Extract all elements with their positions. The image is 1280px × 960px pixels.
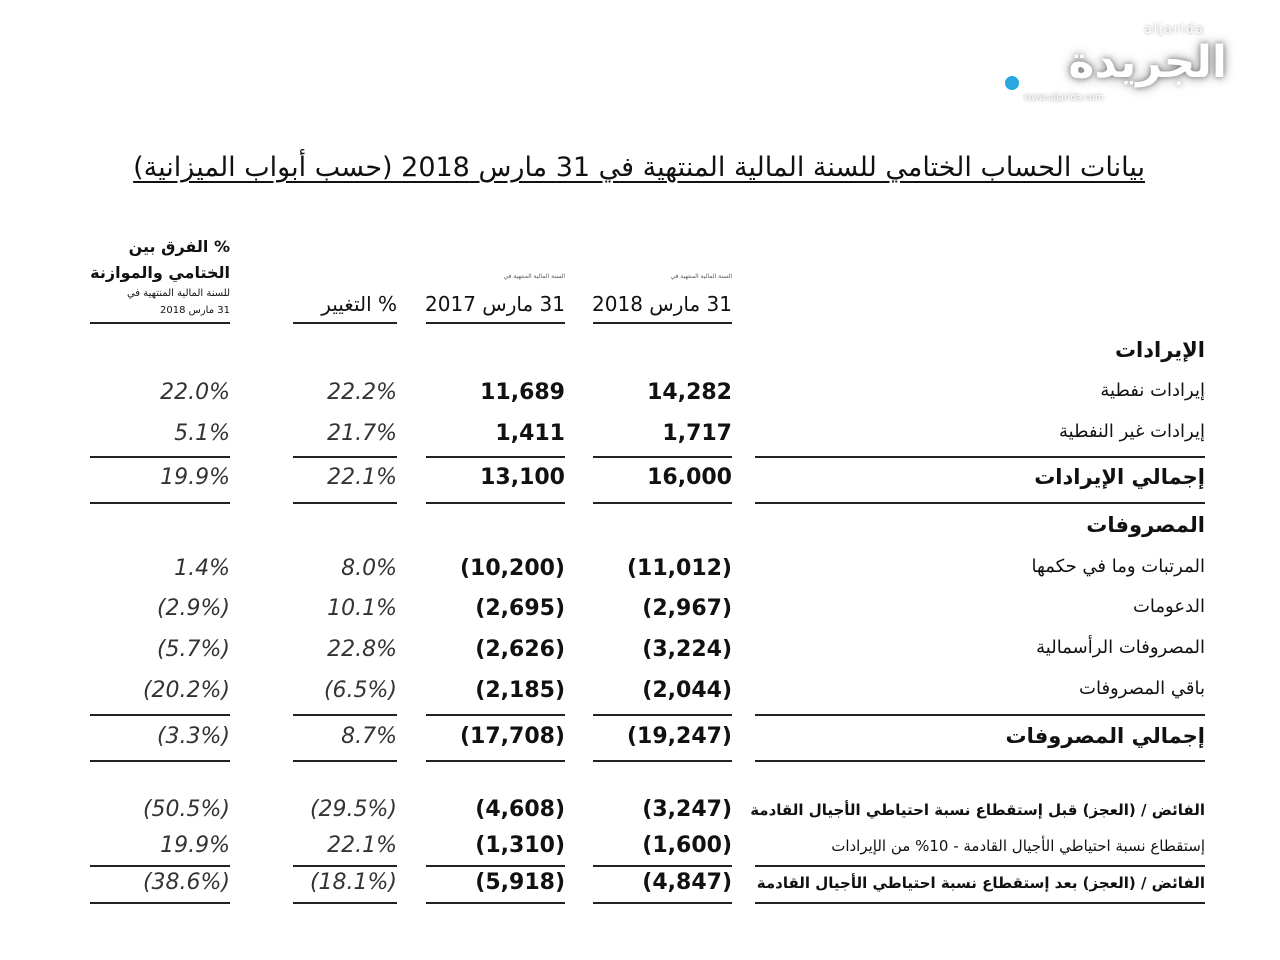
row-label: الفائض / (العجز) بعد إستقطاع نسبة احتياطي الأجيال القادمة	[756, 874, 1205, 892]
rule-line	[593, 456, 732, 458]
rule-line	[755, 902, 1205, 904]
rule-line	[426, 502, 565, 504]
header-diff-line3: للسنة المالية المنتهية في	[126, 288, 230, 299]
change-percent: (6.5%)	[323, 678, 397, 703]
value-2017: (17,708)	[459, 724, 565, 749]
rule-line	[90, 502, 230, 504]
value-2018: (4,847)	[642, 870, 732, 895]
value-2018: (3,247)	[642, 797, 732, 822]
row-label: إيرادات غير النفطية	[1059, 421, 1205, 442]
value-2017: 11,689	[480, 380, 565, 405]
rule-line	[593, 502, 732, 504]
change-percent: 22.2%	[327, 380, 397, 405]
header-2017-caption: السنة المالية المنتهية في	[503, 273, 565, 280]
value-2018: (1,600)	[642, 833, 732, 858]
diff-percent: (38.6%)	[142, 870, 230, 895]
rule-line	[293, 502, 397, 504]
change-percent: 21.7%	[327, 421, 397, 446]
value-2018: (19,247)	[626, 724, 732, 749]
value-2018: 14,282	[647, 380, 732, 405]
row-label: المصروفات الرأسمالية	[1036, 637, 1205, 658]
value-2017: (10,200)	[459, 556, 565, 581]
header-change: % التغيير	[321, 292, 397, 316]
rule-line	[293, 456, 397, 458]
header-2018: 31 مارس 2018	[592, 292, 732, 316]
value-2017: (4,608)	[475, 797, 565, 822]
rule-line	[293, 760, 397, 762]
rule-line	[293, 714, 397, 716]
value-2017: (5,918)	[475, 870, 565, 895]
rule-line	[593, 760, 732, 762]
rule-line	[755, 865, 1205, 867]
rule-line	[755, 502, 1205, 504]
logo-url: www.aljarida.com	[1024, 93, 1104, 103]
row-label: إيرادات نفطية	[1100, 380, 1205, 401]
change-percent: 8.7%	[341, 724, 397, 749]
diff-percent: 19.9%	[160, 833, 230, 858]
aljarida-logo	[1000, 22, 1235, 112]
change-percent: 10.1%	[327, 596, 397, 621]
rule-line	[426, 902, 565, 904]
rule-line	[90, 456, 230, 458]
header-2017: 31 مارس 2017	[425, 292, 565, 316]
rule-line	[293, 322, 397, 324]
diff-percent: 19.9%	[160, 465, 230, 490]
rule-line	[293, 902, 397, 904]
rule-line	[90, 902, 230, 904]
logo-latin-text: aljarida	[1144, 22, 1205, 36]
header-2018-caption: السنة المالية المنتهية في	[670, 273, 732, 280]
rule-line	[426, 456, 565, 458]
value-2017: 13,100	[480, 465, 565, 490]
rule-line	[593, 714, 732, 716]
rule-line	[90, 714, 230, 716]
rule-line	[90, 865, 230, 867]
header-diff-line1: % الفرق بين	[128, 237, 230, 256]
diff-percent: 1.4%	[174, 556, 230, 581]
rule-line	[426, 760, 565, 762]
rule-line	[755, 456, 1205, 458]
value-2018: 1,717	[662, 421, 732, 446]
logo-dot	[1005, 76, 1019, 90]
diff-percent: 5.1%	[174, 421, 230, 446]
rule-line	[426, 865, 565, 867]
change-percent: (29.5%)	[309, 797, 397, 822]
rule-line	[755, 714, 1205, 716]
rule-line	[593, 902, 732, 904]
value-2017: (1,310)	[475, 833, 565, 858]
rule-line	[90, 322, 230, 324]
value-2017: (2,626)	[475, 637, 565, 662]
rule-line	[90, 760, 230, 762]
row-label: المصروفات	[1086, 513, 1205, 537]
diff-percent: (3.3%)	[156, 724, 230, 749]
row-label: الفائض / (العجز) قبل إستقطاع نسبة احتياطي الأجيال القادمة	[750, 801, 1205, 819]
row-label: الإيرادات	[1114, 338, 1205, 362]
change-percent: 8.0%	[341, 556, 397, 581]
value-2018: 16,000	[647, 465, 732, 490]
value-2018: (3,224)	[642, 637, 732, 662]
rule-line	[755, 760, 1205, 762]
value-2018: (11,012)	[626, 556, 732, 581]
header-diff-line2: الختامي والموازنة	[90, 263, 230, 282]
page-title: بيانات الحساب الختامي للسنة المالية المنتهية في 31 مارس 2018 (حسب أبواب الميزانية)	[133, 152, 1145, 183]
row-label: إجمالي الإيرادات	[1034, 465, 1205, 489]
row-label: إستقطاع نسبة احتياطي الأجيال القادمة - 10% من الإيرادات	[831, 837, 1205, 855]
change-percent: 22.8%	[327, 637, 397, 662]
value-2017: (2,695)	[475, 596, 565, 621]
change-percent: (18.1%)	[309, 870, 397, 895]
header-diff-line4: 31 مارس 2018	[160, 305, 230, 316]
diff-percent: (5.7%)	[156, 637, 230, 662]
logo-arabic-text: الجريدة	[1068, 37, 1227, 88]
value-2018: (2,967)	[642, 596, 732, 621]
diff-percent: 22.0%	[160, 380, 230, 405]
value-2017: (2,185)	[475, 678, 565, 703]
row-label: باقي المصروفات	[1079, 678, 1205, 699]
rule-line	[593, 322, 732, 324]
rule-line	[426, 714, 565, 716]
row-label: الدعومات	[1132, 596, 1205, 617]
rule-line	[293, 865, 397, 867]
diff-percent: (50.5%)	[142, 797, 230, 822]
change-percent: 22.1%	[327, 465, 397, 490]
diff-percent: (2.9%)	[156, 596, 230, 621]
diff-percent: (20.2%)	[142, 678, 230, 703]
value-2017: 1,411	[495, 421, 565, 446]
row-label: إجمالي المصروفات	[1005, 724, 1205, 748]
rule-line	[593, 865, 732, 867]
value-2018: (2,044)	[642, 678, 732, 703]
row-label: المرتبات وما في حكمها	[1031, 556, 1205, 577]
change-percent: 22.1%	[327, 833, 397, 858]
rule-line	[426, 322, 565, 324]
